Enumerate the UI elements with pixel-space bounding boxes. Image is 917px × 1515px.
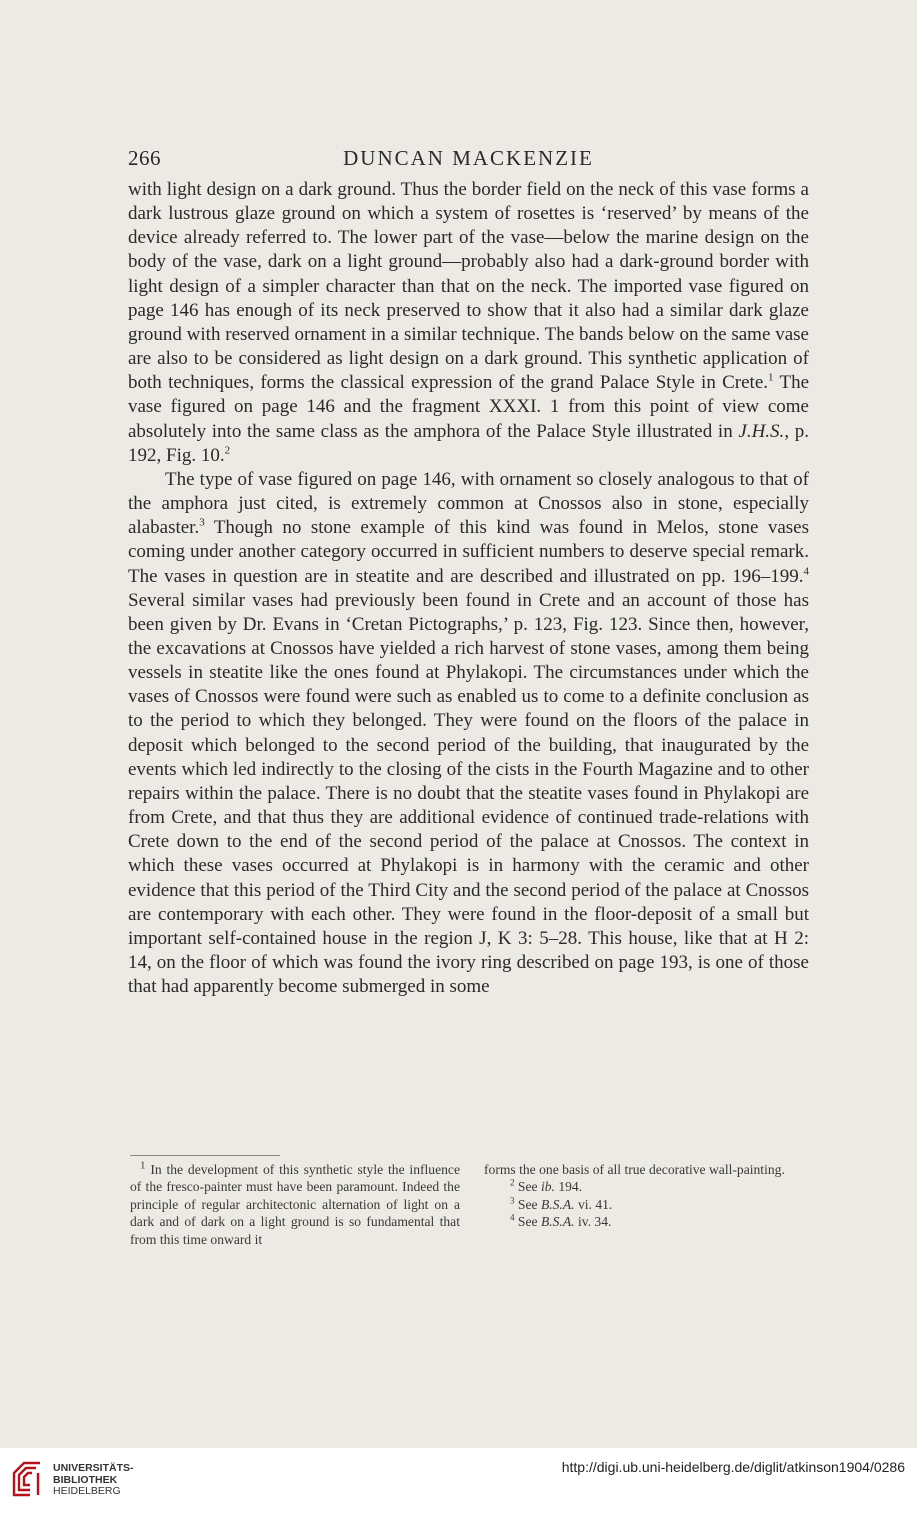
page-number: 266 <box>128 146 161 170</box>
page-header <box>128 146 809 176</box>
footnote-2-number: 2 <box>510 1177 515 1188</box>
footnote-ref-3: 3 <box>199 516 205 529</box>
library-logo-icon <box>10 1459 46 1499</box>
footnote-3 <box>484 1196 809 1213</box>
footnote-4-pre: See <box>514 1214 541 1230</box>
footnote-divider <box>130 1155 280 1156</box>
library-name-line-2: BIBLIOTHEK <box>53 1473 118 1486</box>
footnote-column-left <box>130 1161 460 1248</box>
paragraph-1-text-c: , p. 192, Fig. 10. <box>128 420 809 466</box>
library-name-line-1: UNIVERSITÄTS- <box>53 1462 134 1474</box>
footnote-3-number: 3 <box>510 1195 515 1206</box>
footnote-1-text: In the development of this synthetic style the influence of the fresco-painter must have been paramount. Indeed the principle of regular architectonic alternation of light on a dark and of dark on a light ground is so fundamental that from this time onward it <box>130 1162 460 1247</box>
paragraph-1-text-b: The vase figured on page 146 and the fragment XXXI. 1 from this point of view come absolutely into the same class as the amphora of the Palace Style illustrated in <box>128 372 809 442</box>
paragraph-2-text-c: Several similar vases had previously been found in Crete and an account of those has been given by Dr. Evans in ‘Cretan Pictographs,’ p. 123, Fig. 123. Since then, however, the excavations at Cnossos have yielded a rich harvest of stone vases, among them being vessels in steatite like the ones found at Phylakopi. The circumstances under which the vases of Cnossos were found were such as enabled us to come to a definite conclusion as to the period to which they belonged. They were found on the floors of the palace in deposit which belonged to the second period of the building, that inaugurated by the events which led indirectly to the closing of the cists in the Fourth Magazine and to other repairs within the palace. There is no doubt that the steatite vases found in Phylakopi are from Crete, and that thus they are additional evidence of continued trade-relations with Crete down to the end of the second period of the palace at Cnossos. The context in which these vases occurred at Phylakopi is in harmony with the ceramic and other evidence that this period of the Third City and the second period of the palace at Cnossos are contemporary with each other. They were found in the floor-deposit of a small but important self-contained house in the region J, K 3: 5–28. This house, like that at H 2: 14, on the floor of which was found the ivory ring described on page 193, is one of those that had apparently become submerged in some <box>128 589 809 998</box>
footnote-1-continued: forms the one basis of all true decorative wall-painting. <box>484 1162 785 1177</box>
footnote-4 <box>484 1213 809 1230</box>
footnote-4-ref: B.S.A. <box>540 1214 575 1230</box>
running-title: DUNCAN MACKENZIE <box>343 146 594 170</box>
footnote-1-number: 1 <box>140 1159 146 1172</box>
paragraph-2-text-a: The type of vase figured on page 146, with ornament so closely analogous to that of the amphora just cited, is extremely common at Cnossos also in stone, especially alabaster. <box>128 468 809 539</box>
footnote-ref-4: 4 <box>803 565 809 578</box>
library-name-line-3: HEIDELBERG <box>53 1485 121 1497</box>
paragraph-2-text-b: Though no stone example of this kind was found in Melos, stone vases coming under another category occurred in sufficient numbers to deserve special remark. The vases in question are in steatite and are described and illustrated on pp. 196–199. <box>128 517 809 587</box>
footnote-3-post: vi. 41. <box>574 1196 613 1212</box>
footnote-3-ref: B.S.A. <box>540 1196 575 1212</box>
library-name <box>53 1463 134 1498</box>
paragraph-2 <box>128 468 809 999</box>
footnote-4-post: iv. 34. <box>574 1214 612 1230</box>
library-footer <box>0 1448 917 1515</box>
footnote-2-ref: ib. <box>540 1179 555 1195</box>
footnote-1 <box>130 1161 460 1248</box>
footnote-column-right <box>484 1161 809 1231</box>
journal-abbrev: J.H.S. <box>738 420 785 442</box>
body-text <box>128 178 809 999</box>
footnote-2-pre: See <box>514 1179 541 1195</box>
footnote-ref-2: 2 <box>224 444 231 457</box>
footnote-2 <box>484 1178 809 1195</box>
footnote-4-number: 4 <box>510 1212 515 1223</box>
paragraph-1-text-a: with light design on a dark ground. Thus the border field on the neck of this vase forms a dark lustrous glaze ground on which a system of rosettes is ‘reserved’ by means of the device already referred to. The lower part of the vase—below the marine design on the body of the vase, dark on a light ground—probably also had a dark-ground border with light design of a simpler character than that on the neck. The imported vase figured on page 146 has enough of its neck preserved to show that it also had a similar dark glaze ground with reserved ornament in a similar technique. The bands below on the same vase are also to be considered as light design on a dark ground. This synthetic application of both techniques, forms the classical expression of the grand Palace Style in Crete. <box>128 179 809 394</box>
footnote-3-pre: See <box>514 1196 541 1212</box>
paragraph-1 <box>128 178 809 468</box>
source-url-link[interactable]: http://digi.ub.uni-heidelberg.de/diglit/atkinson1904/0286 <box>561 1459 905 1475</box>
footnote-2-post: 194. <box>554 1179 583 1195</box>
footnote-ref-1: 1 <box>768 371 774 384</box>
